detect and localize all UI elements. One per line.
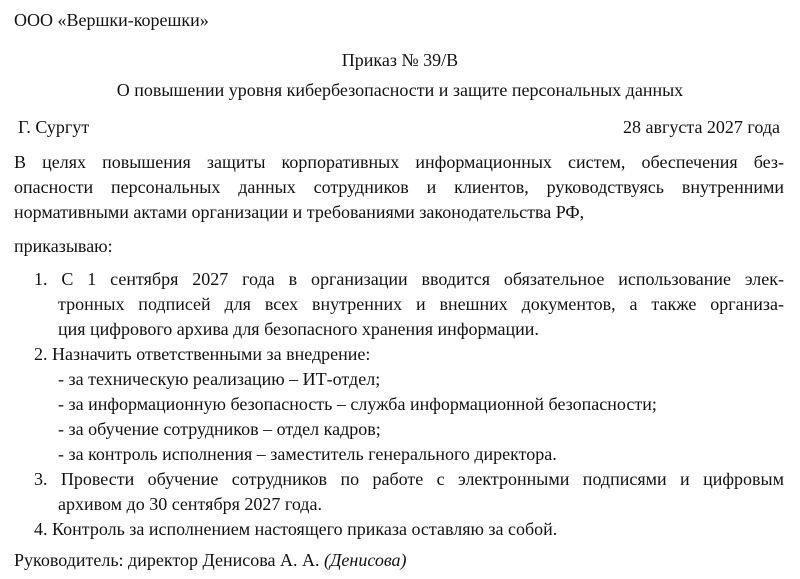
item-2-sub-2: - за информационную безопасность – служба информационной безопасности; xyxy=(58,394,657,414)
document-subject: О повышении уровня кибербезопасности и защите персональных данных xyxy=(116,80,684,100)
document-title: Приказ № 39/В xyxy=(341,50,459,70)
item-4-line-1: 4. Контроль за исполнением настоящего приказа оставляю за собой. xyxy=(34,519,558,539)
signature-block xyxy=(14,549,407,571)
item-2-line-1: 2. Назначить ответственными за внедрение: xyxy=(34,344,371,364)
order-word: приказываю: xyxy=(14,236,113,256)
organization-name: ООО «Вершки-корешки» xyxy=(14,10,209,30)
preamble-line-3: нормативными актами организации и требованиями законодательства РФ, xyxy=(14,202,585,222)
item-2-sub-3: - за обучение сотрудников – отдел кадров; xyxy=(58,419,381,439)
item-3-line-2: архивом до 30 сентября 2027 года. xyxy=(58,494,322,514)
document-city: Г. Сургут xyxy=(18,117,90,137)
preamble-line-2: опасности персональных данных сотрудников и клиентов, руководствуясь внутренними xyxy=(14,177,784,197)
item-1-line-2: тронных подписей для всех внутренних и внешних документов, а также организа- xyxy=(58,294,784,314)
item-2-sub-1: - за техническую реализацию – ИТ-отдел; xyxy=(58,369,381,389)
signature: (Денисова) xyxy=(323,550,407,570)
item-1-line-1: 1. С 1 сентября 2027 года в организации вводится обязательное использование элек- xyxy=(34,269,784,289)
item-2-sub-4: - за контроль исполнения – заместитель генерального директора. xyxy=(58,444,557,464)
signature-label: Руководитель: директор Денисова А. А. xyxy=(14,550,320,570)
item-1-line-3: ция цифрового архива для безопасного хранения информации. xyxy=(58,319,539,339)
document-date: 28 августа 2027 года xyxy=(623,117,780,137)
item-3-line-1: 3. Провести обучение сотрудников по работе с электронными подписями и цифровым xyxy=(34,469,784,489)
preamble-line-1: В целях повышения защиты корпоративных информационных систем, обеспечения без- xyxy=(14,152,784,172)
